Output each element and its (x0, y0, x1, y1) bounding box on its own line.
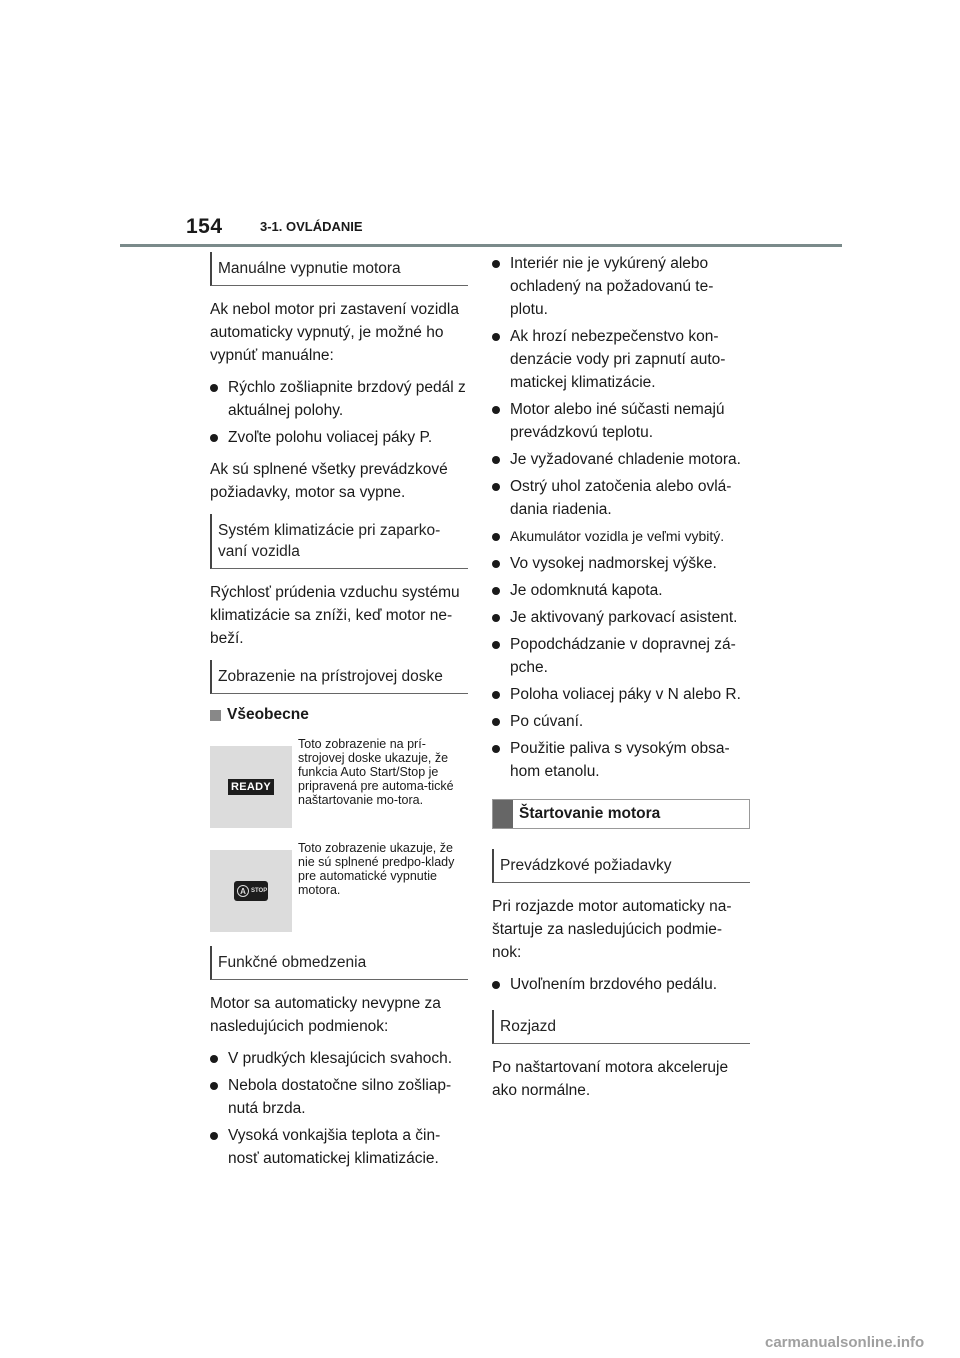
bullet-icon (492, 456, 500, 464)
list-item: Ostrý uhol zatočenia alebo ovlá-dania riadenia. (492, 475, 750, 521)
bullet-icon (492, 614, 500, 622)
page-number: 154 (186, 215, 223, 238)
manual-shutdown-paragraph-2: Ak sú splnené všetky prevádzkové požiadavky, motor sa vypne. (210, 461, 448, 501)
drive-off-paragraph: Po naštartovaní motora akceleruje ako normálne. (492, 1059, 729, 1099)
ready-indicator-image (210, 746, 292, 828)
bullet-icon (492, 533, 500, 541)
list-item: Zvoľte polohu voliacej páky P. (210, 426, 468, 449)
list-item: V prudkých klesajúcich svahoch. (210, 1047, 468, 1070)
drive-off-heading: Rozjazd (492, 1010, 750, 1044)
list-item: Akumulátor vozidla je veľmi vybitý. (492, 525, 750, 548)
list-item: Je odomknutá kapota. (492, 579, 750, 602)
display-heading: Zobrazenie na prístrojovej doske (210, 660, 468, 694)
climate-paragraph: Rýchlosť prúdenia vzduchu systému klimatizácie sa zníži, keď motor ne-beží. (210, 584, 460, 647)
limits-paragraph: Motor sa automaticky nevypne za nasledujúcich podmienok: (210, 995, 441, 1035)
list-item: Popodchádzanie v dopravnej zá-pche. (492, 633, 750, 679)
square-marker-icon (210, 710, 221, 721)
ready-badge: READY (228, 779, 274, 795)
list-item: Poloha voliacej páky v N alebo R. (492, 683, 750, 706)
right-column (492, 252, 750, 1111)
bullet-icon (492, 260, 500, 268)
list-item: Vo vysokej nadmorskej výške. (492, 552, 750, 575)
requirements-heading: Prevádzkové požiadavky (492, 849, 750, 883)
climate-heading: Systém klimatizácie pri zaparko-vaní vozidla (210, 514, 468, 569)
bullet-icon (210, 1082, 218, 1090)
bullet-icon (492, 587, 500, 595)
limits-heading: Funkčné obmedzenia (210, 946, 468, 980)
header-rule (120, 244, 842, 247)
bullet-icon (492, 406, 500, 414)
list-item: Vysoká vonkajšia teplota a čin-nosť automatickej klimatizácie. (210, 1124, 468, 1170)
list-item: Použitie paliva s vysokým obsa-hom etanolu. (492, 737, 750, 783)
bullet-icon (210, 384, 218, 392)
bullet-icon (492, 641, 500, 649)
display-row-ready (210, 734, 468, 828)
bullet-icon (492, 333, 500, 341)
display-row-stop (210, 838, 468, 932)
bullet-icon (492, 691, 500, 699)
manual-shutdown-paragraph: Ak nebol motor pri zastavení vozidla automaticky vypnutý, je možné ho vypnúť manuálne: (210, 301, 459, 364)
bullet-icon (492, 718, 500, 726)
auto-stop-indicator-image (210, 850, 292, 932)
bullet-icon (210, 1055, 218, 1063)
bullet-icon (492, 483, 500, 491)
left-column (210, 252, 468, 1174)
engine-start-heading: Štartovanie motora (492, 799, 750, 829)
ready-indicator-description: Toto zobrazenie na prí-strojovej doske ukazuje, že funkcia Auto Start/Stop je pripravená pre automa-tické naštartovanie mo-tora. (298, 737, 454, 807)
bullet-icon (492, 560, 500, 568)
watermark: carmanualsonline.info (765, 1334, 925, 1351)
list-item: Nebola dostatočne silno zošliap-nutá brzda. (210, 1074, 468, 1120)
bullet-icon (492, 981, 500, 989)
bullet-icon (492, 745, 500, 753)
auto-stop-icon: A (237, 885, 249, 897)
list-item: Ak hrozí nebezpečenstvo kon-denzácie vody pri zapnutí auto-matickej klimatizácie. (492, 325, 750, 394)
auto-stop-badge (234, 881, 268, 901)
manual-shutdown-heading: Manuálne vypnutie motora (210, 252, 468, 286)
general-section-title: Všeobecne (210, 706, 468, 724)
chapter-title: 3-1. OVLÁDANIE (260, 219, 363, 234)
list-item: Po cúvaní. (492, 710, 750, 733)
bullet-icon (210, 434, 218, 442)
list-item: Je vyžadované chladenie motora. (492, 448, 750, 471)
auto-stop-label: STOP (251, 888, 268, 894)
list-item: Je aktivovaný parkovací asistent. (492, 606, 750, 629)
list-item: Interiér nie je vykúrený alebo ochladený na požadovanú te-plotu. (492, 252, 750, 321)
heading-bar (493, 800, 513, 828)
list-item: Motor alebo iné súčasti nemajú prevádzkovú teplotu. (492, 398, 750, 444)
auto-stop-indicator-description: Toto zobrazenie ukazuje, že nie sú splnené predpo-klady pre automatické vypnutie motora. (298, 841, 455, 897)
bullet-icon (210, 1132, 218, 1140)
list-item: Uvoľnením brzdového pedálu. (492, 973, 750, 996)
list-item: Rýchlo zošliapnite brzdový pedál z aktuálnej polohy. (210, 376, 468, 422)
requirements-paragraph: Pri rozjazde motor automaticky na-štartuje za nasledujúcich podmie-nok: (492, 898, 732, 961)
